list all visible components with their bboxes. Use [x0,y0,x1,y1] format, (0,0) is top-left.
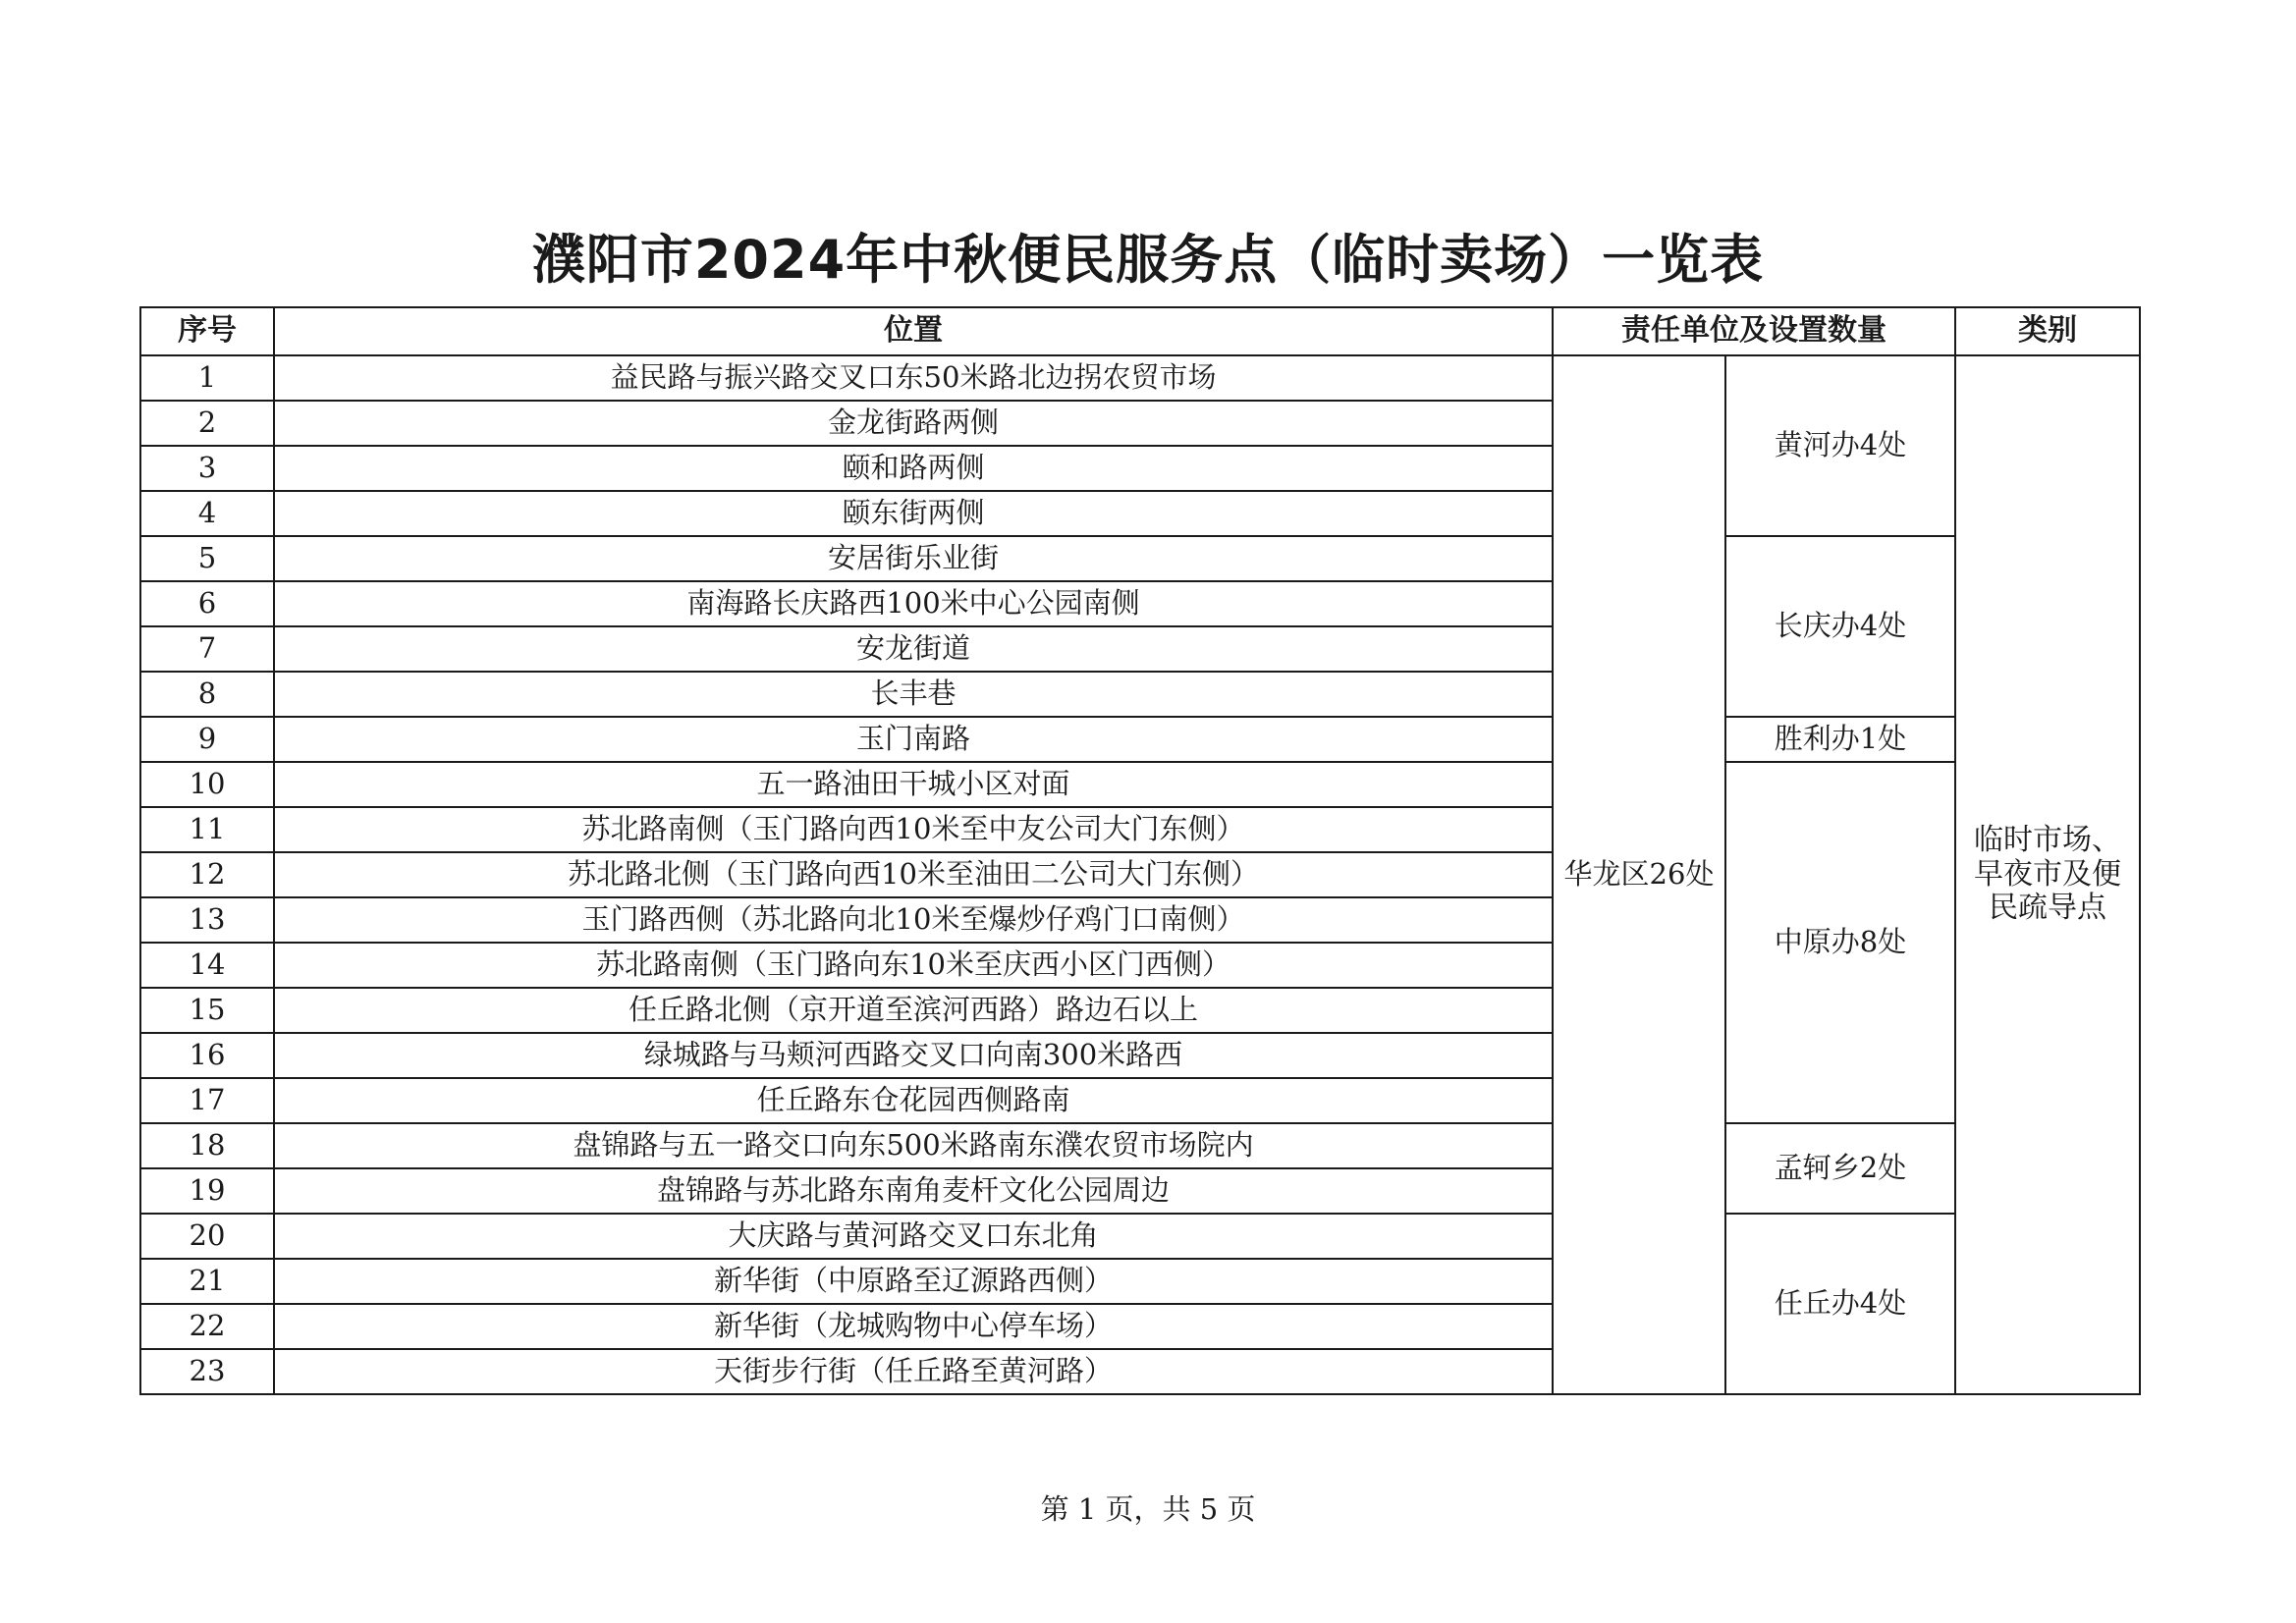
row-location: 苏北路南侧（玉门路向西10米至中友公司大门东侧） [274,807,1553,852]
row-location: 天街步行街（任丘路至黄河路） [274,1349,1553,1394]
row-seq: 4 [140,491,274,536]
row-seq: 10 [140,762,274,807]
row-seq: 5 [140,536,274,581]
table-row [140,717,2140,762]
row-seq: 14 [140,943,274,988]
row-location: 大庆路与黄河路交叉口东北角 [274,1214,1553,1259]
row-location: 玉门路西侧（苏北路向北10米至爆炒仔鸡门口南侧） [274,897,1553,943]
row-seq: 2 [140,401,274,446]
table-header-row [140,307,2140,355]
row-seq: 16 [140,1033,274,1078]
header-location: 位置 [274,307,1553,355]
sub-unit-cell: 任丘办4处 [1725,1214,1955,1394]
row-seq: 9 [140,717,274,762]
row-location: 任丘路北侧（京开道至滨河西路）路边石以上 [274,988,1553,1033]
row-location: 任丘路东仓花园西侧路南 [274,1078,1553,1123]
table-row [140,536,2140,581]
row-location: 玉门南路 [274,717,1553,762]
row-location: 南海路长庆路西100米中心公园南侧 [274,581,1553,626]
row-seq: 20 [140,1214,274,1259]
header-unit: 责任单位及设置数量 [1553,307,1955,355]
row-location: 颐和路两侧 [274,446,1553,491]
category-text: 临时市场、早夜市及便民疏导点 [1974,823,2121,926]
row-location: 颐东街两侧 [274,491,1553,536]
sub-unit-cell: 长庆办4处 [1725,536,1955,717]
row-seq: 22 [140,1304,274,1349]
row-location: 苏北路南侧（玉门路向东10米至庆西小区门西侧） [274,943,1553,988]
row-seq: 23 [140,1349,274,1394]
district-cell: 华龙区26处 [1553,355,1725,1394]
table-row [140,355,2140,401]
row-seq: 8 [140,672,274,717]
row-location: 五一路油田干城小区对面 [274,762,1553,807]
row-seq: 7 [140,626,274,672]
row-seq: 3 [140,446,274,491]
row-location: 新华街（龙城购物中心停车场） [274,1304,1553,1349]
sub-unit-cell: 胜利办1处 [1725,717,1955,762]
row-location: 益民路与振兴路交叉口东50米路北边拐农贸市场 [274,355,1553,401]
category-cell [1955,355,2140,1394]
row-seq: 18 [140,1123,274,1168]
service-point-table [139,306,2141,1395]
page-footer: 第 1 页，共 5 页 [1040,1492,1256,1526]
row-seq: 21 [140,1259,274,1304]
row-seq: 15 [140,988,274,1033]
row-location: 新华街（中原路至辽源路西侧） [274,1259,1553,1304]
row-seq: 12 [140,852,274,897]
table-row [140,762,2140,807]
row-location: 盘锦路与五一路交口向东500米路南东濮农贸市场院内 [274,1123,1553,1168]
row-location: 金龙街路两侧 [274,401,1553,446]
row-seq: 6 [140,581,274,626]
sub-unit-cell: 孟轲乡2处 [1725,1123,1955,1214]
sub-unit-cell: 黄河办4处 [1725,355,1955,536]
row-location: 安龙街道 [274,626,1553,672]
table-body [140,355,2140,1394]
row-location: 苏北路北侧（玉门路向西10米至油田二公司大门东侧） [274,852,1553,897]
header-seq: 序号 [140,307,274,355]
row-location: 盘锦路与苏北路东南角麦杆文化公园周边 [274,1168,1553,1214]
row-seq: 11 [140,807,274,852]
sub-unit-cell: 中原办8处 [1725,762,1955,1123]
row-location: 长丰巷 [274,672,1553,717]
row-location: 绿城路与马颊河西路交叉口向南300米路西 [274,1033,1553,1078]
row-seq: 1 [140,355,274,401]
row-location: 安居街乐业街 [274,536,1553,581]
row-seq: 13 [140,897,274,943]
table-row [140,1123,2140,1168]
row-seq: 19 [140,1168,274,1214]
row-seq: 17 [140,1078,274,1123]
page-title: 濮阳市2024年中秋便民服务点（临时卖场）一览表 [531,229,1765,291]
table-row [140,1214,2140,1259]
header-category: 类别 [1955,307,2140,355]
